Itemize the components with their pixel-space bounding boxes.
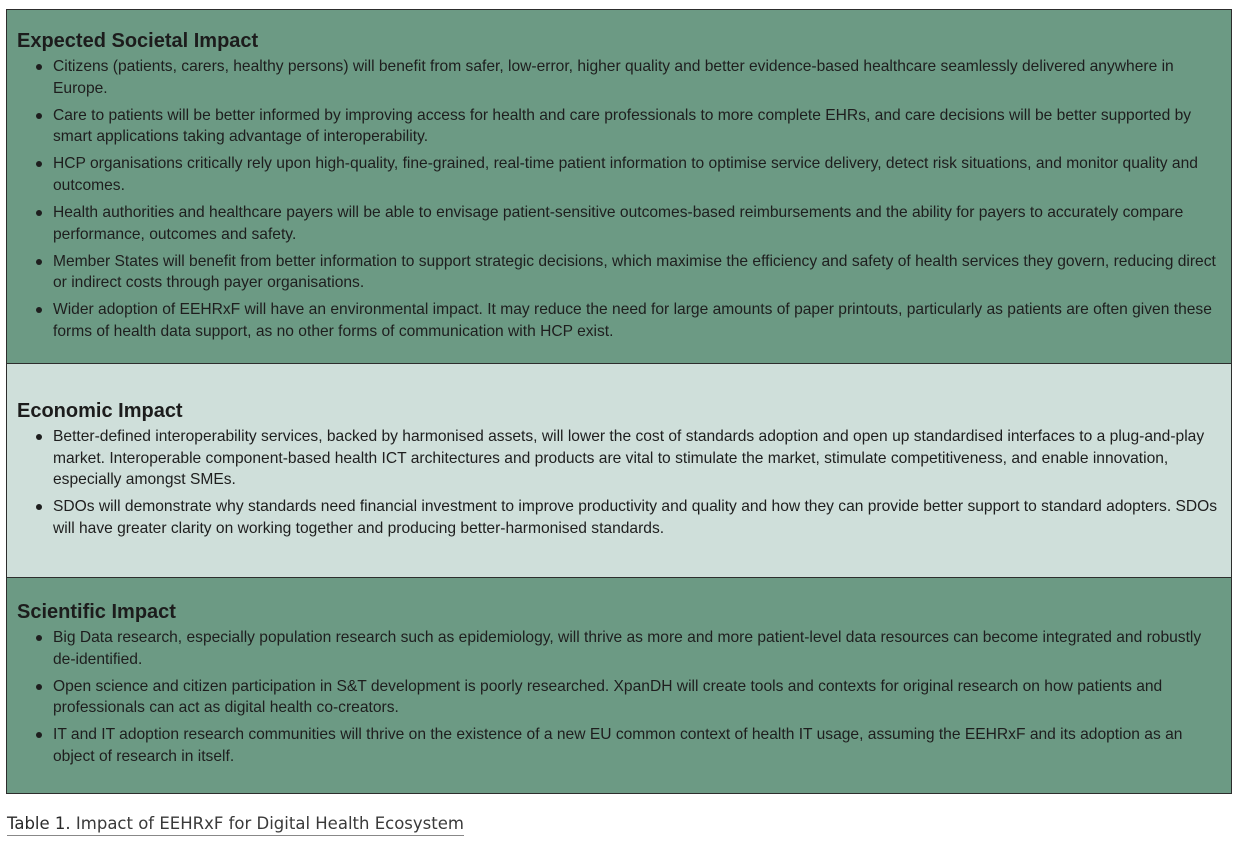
- list-item-text: Member States will benefit from better information to support strategic decisions, which maximise the efficiency and safety of health services they govern, reducing direct or indirect costs through payer organisations.: [53, 252, 1216, 292]
- list-item-text: Wider adoption of EEHRxF will have an environmental impact. It may reduce the need for large amounts of paper printouts, particularly as patients are often given these forms of health data support, as no other forms of communication with HCP exist.: [53, 301, 1212, 341]
- caption-text: Impact of EEHRxF for Digital Health Ecosystem: [75, 814, 464, 833]
- list-item: [17, 56, 1225, 99]
- list-item: [17, 251, 1225, 294]
- caption-label: Table 1.: [7, 814, 71, 833]
- bullet-icon: [36, 434, 42, 440]
- list-item: [17, 426, 1225, 491]
- scientific-impact-list: [17, 627, 1225, 768]
- bullet-icon: [36, 161, 42, 167]
- list-item: [17, 105, 1225, 148]
- list-item-text: IT and IT adoption research communities will thrive on the existence of a new EU common context of health IT usage, assuming the EEHRxF and its adoption as an object of research in itself.: [53, 726, 1183, 765]
- list-item-text: HCP organisations critically rely upon high-quality, fine-grained, real-time patient information to optimise service delivery, detect risk situations, and monitor quality and outcomes.: [53, 155, 1198, 194]
- list-item-text: Big Data research, especially population research such as epidemiology, will thrive as more and more patient-level data resources can become integrated and robustly de-identified.: [53, 629, 1202, 668]
- economic-impact-cell: [7, 364, 1232, 578]
- bullet-icon: [36, 635, 42, 641]
- bullet-icon: [36, 504, 42, 510]
- societal-impact-list: [17, 56, 1225, 343]
- list-item-text: Better-defined interoperability services, backed by harmonised assets, will lower the cost of standards adoption and open up standardised interfaces to a plug-and-play market. Interoperable component-based health ICT architectures and products are vital to stimulate the market, stimulate competitiveness, and enable innovation, especially amongst SMEs.: [53, 428, 1205, 489]
- scientific-impact-cell: [7, 578, 1232, 794]
- impact-table: [6, 9, 1232, 794]
- list-item: [17, 676, 1225, 719]
- list-item: [17, 724, 1225, 767]
- list-item: [17, 496, 1225, 539]
- list-item: [17, 153, 1225, 196]
- list-item-text: Health authorities and healthcare payers will be able to envisage patient-sensitive outcomes-based reimbursements and the ability for payers to accurately compare performance, outcomes and safety.: [53, 204, 1184, 243]
- list-item-text: Citizens (patients, carers, healthy persons) will benefit from safer, low-error, higher quality and better evidence-based healthcare seamlessly delivered anywhere in Europe.: [53, 58, 1174, 97]
- economic-impact-row: [7, 364, 1232, 578]
- societal-impact-cell: [7, 10, 1232, 364]
- societal-impact-row: [7, 10, 1232, 364]
- scientific-impact-row: [7, 578, 1232, 794]
- bullet-icon: [36, 259, 42, 265]
- societal-impact-title: Expected Societal Impact: [17, 30, 259, 52]
- bullet-icon: [36, 210, 42, 216]
- bullet-icon: [36, 113, 42, 119]
- list-item-text: Open science and citizen participation in S&T development is poorly researched. XpanDH will create tools and contexts for original research on how patients and professionals can act as digital health co-creators.: [53, 677, 1163, 717]
- bullet-icon: [36, 684, 42, 690]
- table-caption: [7, 813, 464, 836]
- list-item-text: Care to patients will be better informed by improving access for health and care professionals to more complete EHRs, and care decisions will be better supported by smart applications taking advantage of interoperability.: [53, 106, 1192, 146]
- scientific-impact-title: Scientific Impact: [17, 601, 176, 623]
- bullet-icon: [36, 307, 42, 313]
- economic-impact-list: [17, 426, 1225, 539]
- list-item: [17, 627, 1225, 670]
- list-item: [17, 299, 1225, 342]
- economic-impact-title: Economic Impact: [17, 400, 183, 422]
- bullet-icon: [36, 732, 42, 738]
- bullet-icon: [36, 64, 42, 70]
- list-item: [17, 202, 1225, 245]
- list-item-text: SDOs will demonstrate why standards need financial investment to improve productivity and quality and how they can provide better support to standard adopters. SDOs will have greater clarity on working together and producing better-harmonised standards.: [53, 498, 1218, 537]
